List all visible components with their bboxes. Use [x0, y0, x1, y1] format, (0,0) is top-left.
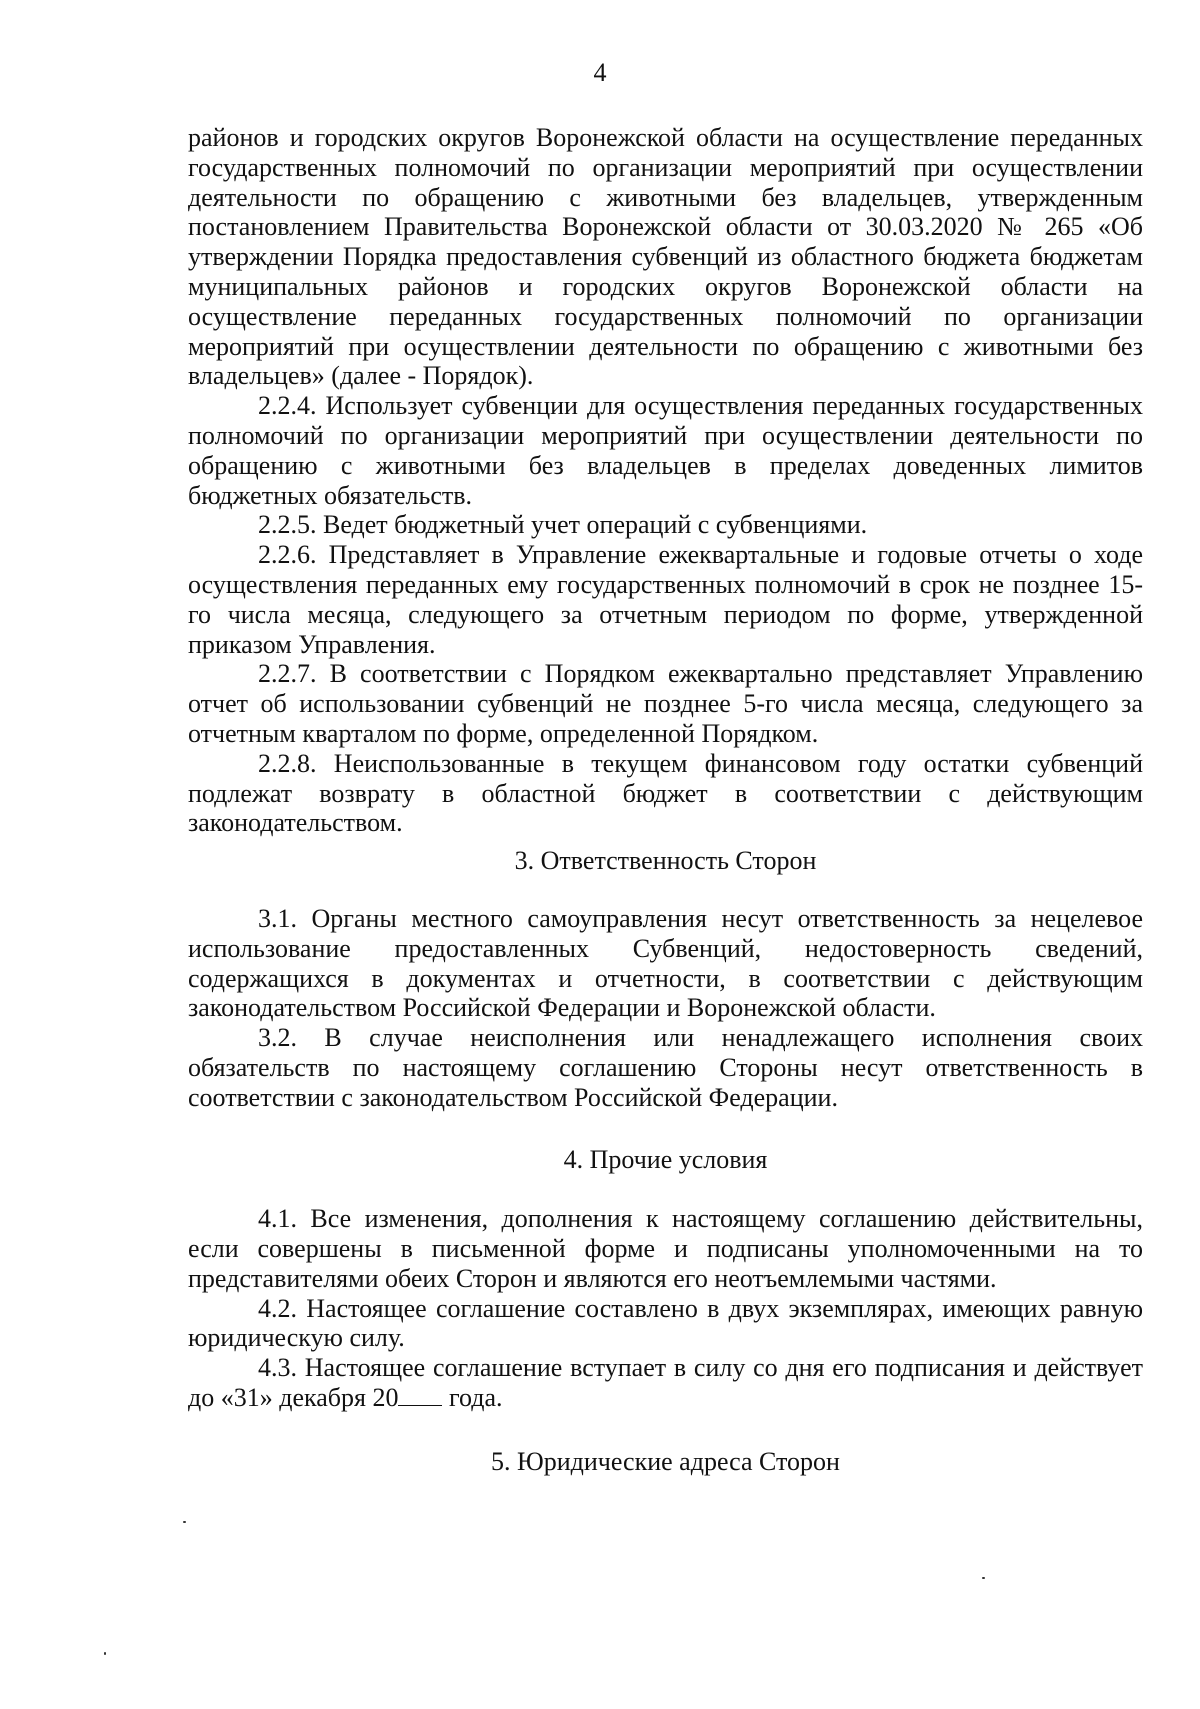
- document-body: [188, 123, 1143, 1477]
- clause-4-3: [188, 1353, 1143, 1413]
- clause-2-2-5: 2.2.5. Ведет бюджетный учет операций с субвенциями.: [258, 510, 868, 540]
- clause-4-3-suffix: года.: [442, 1383, 503, 1413]
- section-5-title: 5. Юридические адреса Сторон: [491, 1446, 840, 1476]
- section-3-title: 3. Ответственность Сторон: [514, 846, 817, 876]
- clause-4-1: 4.1. Все изменения, дополнения к настоящему соглашению действительны, если совершены в письменной форме и подписаны уполномоченными на то представителями обеих Сторон и являются его неотъемлемыми частями.: [188, 1204, 1143, 1293]
- scan-speck: [183, 1521, 186, 1523]
- clause-4-2: 4.2. Настоящее соглашение составлено в двух экземплярах, имеющих равную юридическую силу.: [188, 1293, 1143, 1353]
- clause-2-2-6: 2.2.6. Представляет в Управление ежеквартальные и годовые отчеты о ходе осуществления переданных ему государственных полномочий в срок не позднее 15-го числа месяца, следующего за отчетным периодом по форме, утвержденной приказом Управления.: [188, 540, 1143, 659]
- clause-4-3-text: 4.3. Настоящее соглашение вступает в силу со дня его подписания и действует до «31» декабря 20: [188, 1353, 1143, 1413]
- intro-paragraph: районов и городских округов Воронежской области на осуществление переданных государственных полномочий по организации мероприятий при осуществлении деятельности по обращению с животными без владельцев, утвержденным постановлением Правительства Воронежской области от 30.03.2020 № 265 «Об утверждении Порядка предоставления субвенций из областного бюджета бюджетам муниципальных районов и городских округов Воронежской области на осуществление переданных государственных полномочий по организации мероприятий при осуществлении деятельности по обращению с животными без владельцев» (далее - Порядок).: [188, 123, 1143, 391]
- clause-2-2-8: 2.2.8. Неиспользованные в текущем финансовом году остатки субвенций подлежат возврату в областной бюджет в соответствии с действующим законодательством.: [188, 748, 1143, 838]
- page-number: 4: [593, 58, 607, 87]
- clause-2-2-4: 2.2.4. Использует субвенции для осуществления переданных государственных полномочий по организации мероприятий при осуществлении деятельности по обращению с животными без владельцев в пределах доведенных лимитов бюджетных обязательств.: [188, 391, 1143, 510]
- scan-speck: [104, 1652, 106, 1655]
- clause-2-2-7: 2.2.7. В соответствии с Порядком ежеквартально представляет Управлению отчет об использовании субвенций не позднее 5-го числа месяца, следующего за отчетным кварталом по форме, определенной Порядком.: [188, 659, 1143, 748]
- clause-3-1: 3.1. Органы местного самоуправления несут ответственность за нецелевое использование предоставленных Субвенций, недостоверность сведений, содержащихся в документах и отчетности, в соответствии с действующим законодательством Российской Федерации и Воронежской области.: [188, 903, 1143, 1023]
- section-4-title: 4. Прочие условия: [563, 1144, 768, 1174]
- scan-speck: [982, 1577, 985, 1579]
- clause-3-2: 3.2. В случае неисполнения или ненадлежащего исполнения своих обязательств по настоящему соглашению Стороны несут ответственность в соответствии с законодательством Российской Федерации.: [188, 1023, 1143, 1112]
- year-blank-line: [398, 1383, 442, 1406]
